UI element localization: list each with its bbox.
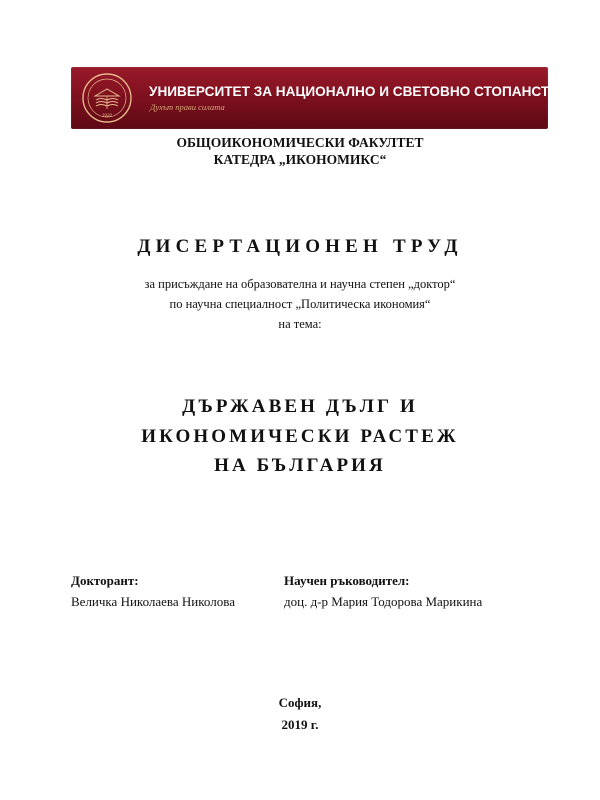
document-type: ДИСЕРТАЦИОНЕН ТРУД [137,236,463,257]
dissertation-title [0,392,600,481]
title-line-1: ДЪРЖАВЕН ДЪЛГ И [182,396,418,417]
supervisor-name: доц. д-р Мария Тодорова Марикина [284,594,483,609]
doctoral-student-name: Величка Николаева Николова [71,594,235,609]
document-purpose [0,274,600,334]
specialty-line: по научна специалност „Политическа икономия“ [169,297,431,311]
doctoral-student-block [71,573,235,610]
faculty-block [0,134,600,168]
place-and-date [0,692,600,736]
doctoral-student-label: Докторант: [71,573,139,588]
department-name: КАТЕДРА „ИКОНОМИКС“ [213,152,387,167]
supervisor-label: Научен ръководител: [284,573,410,588]
city: София, [278,695,322,710]
faculty-name: ОБЩОИКОНОМИЧЕСКИ ФАКУЛТЕТ [176,135,424,150]
university-seal-icon [81,72,133,124]
title-line-3: НА БЪЛГАРИЯ [214,455,386,476]
university-banner [71,67,570,129]
topic-label: на тема: [278,317,322,331]
university-name: УНИВЕРСИТЕТ ЗА НАЦИОНАЛНО И СВЕТОВНО СТОПАНСТВО [149,84,570,99]
university-motto: Духът прави силата [150,102,225,112]
degree-line: за присъждане на образователна и научна степен „доктор“ [144,277,456,291]
logo-year: 1920 [101,112,113,118]
title-line-2: ИКОНОМИЧЕСКИ РАСТЕЖ [141,425,459,447]
supervisor-block [284,573,482,610]
year: 2019 г. [281,717,319,732]
